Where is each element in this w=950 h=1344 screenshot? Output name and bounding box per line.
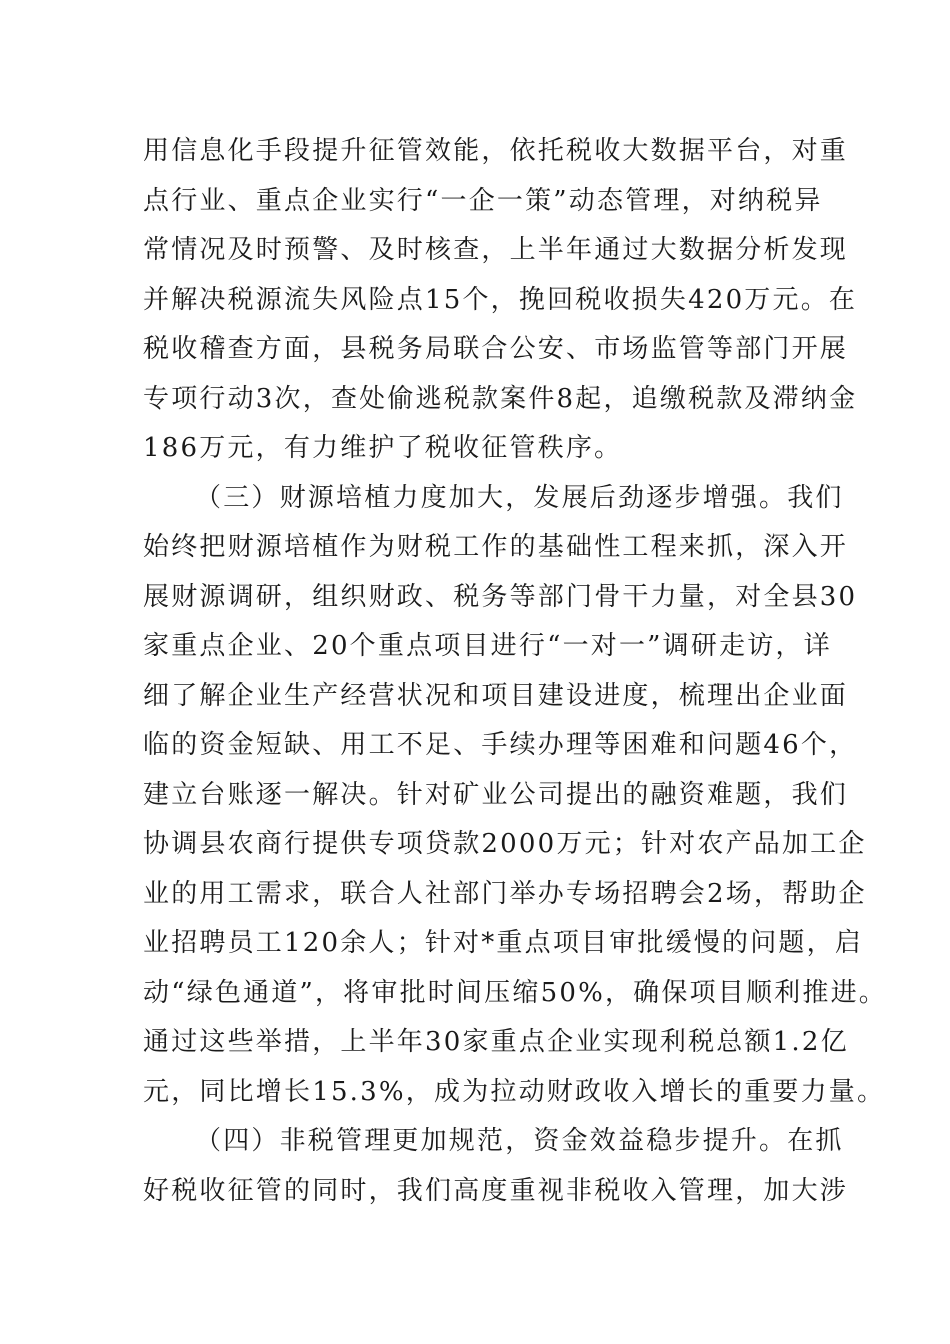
text-line: 通过这些举措，上半年30家重点企业实现利税总额1.2亿 <box>143 1027 849 1057</box>
text-line: 展财源调研，组织财政、税务等部门骨干力量，对全县30 <box>143 581 858 612</box>
text-line: 用信息化手段提升征管效能，依托税收大数据平台，对重 <box>143 136 849 166</box>
body-text <box>143 127 887 1216</box>
text-line: 业招聘员工120余人；针对*重点项目审批缓慢的问题，启 <box>143 928 864 958</box>
text-line: 点行业、重点企业实行“一企一策”动态管理，对纳税异 <box>143 185 823 216</box>
text-line: 临的资金短缺、用工不足、手续办理等困难和问题46个， <box>143 730 858 760</box>
section-heading-line: （四）非税管理更加规范，资金效益稳步提升。在抓 <box>195 1126 844 1156</box>
text-line: 家重点企业、20个重点项目进行“一对一”调研走访，详 <box>143 631 832 661</box>
text-line: 细了解企业生产经营状况和项目建设进度，梳理出企业面 <box>143 680 849 711</box>
text-line: 始终把财源培植作为财税工作的基础性工程来抓，深入开 <box>143 532 849 562</box>
text-line: 元，同比增长15.3%，成为拉动财政收入增长的重要力量。 <box>143 1076 886 1107</box>
text-line: 业的用工需求，联合人社部门举办专场招聘会2场，帮助企 <box>143 878 867 909</box>
text-line: 税收稽查方面，县税务局联合公安、市场监管等部门开展 <box>143 334 849 364</box>
text-line: 186万元，有力维护了税收征管秩序。 <box>143 433 623 463</box>
text-line: 专项行动3次，查处偷逃税款案件8起，追缴税款及滞纳金 <box>143 383 858 414</box>
text-line: 动“绿色通道”，将审批时间压缩50%，确保项目顺利推进。 <box>143 977 887 1008</box>
text-line: 建立台账逐一解决。针对矿业公司提出的融资难题，我们 <box>143 779 849 810</box>
text-line: 并解决税源流失风险点15个，挽回税收损失420万元。在 <box>143 284 858 315</box>
section-heading-line: （三）财源培植力度加大，发展后劲逐步增强。我们 <box>195 482 844 513</box>
text-line: 协调县农商行提供专项贷款2000万元；针对农产品加工企 <box>143 829 867 859</box>
text-line: 常情况及时预警、及时核查，上半年通过大数据分析发现 <box>143 235 849 265</box>
text-line: 好税收征管的同时，我们高度重视非税收入管理，加大涉 <box>143 1175 849 1206</box>
